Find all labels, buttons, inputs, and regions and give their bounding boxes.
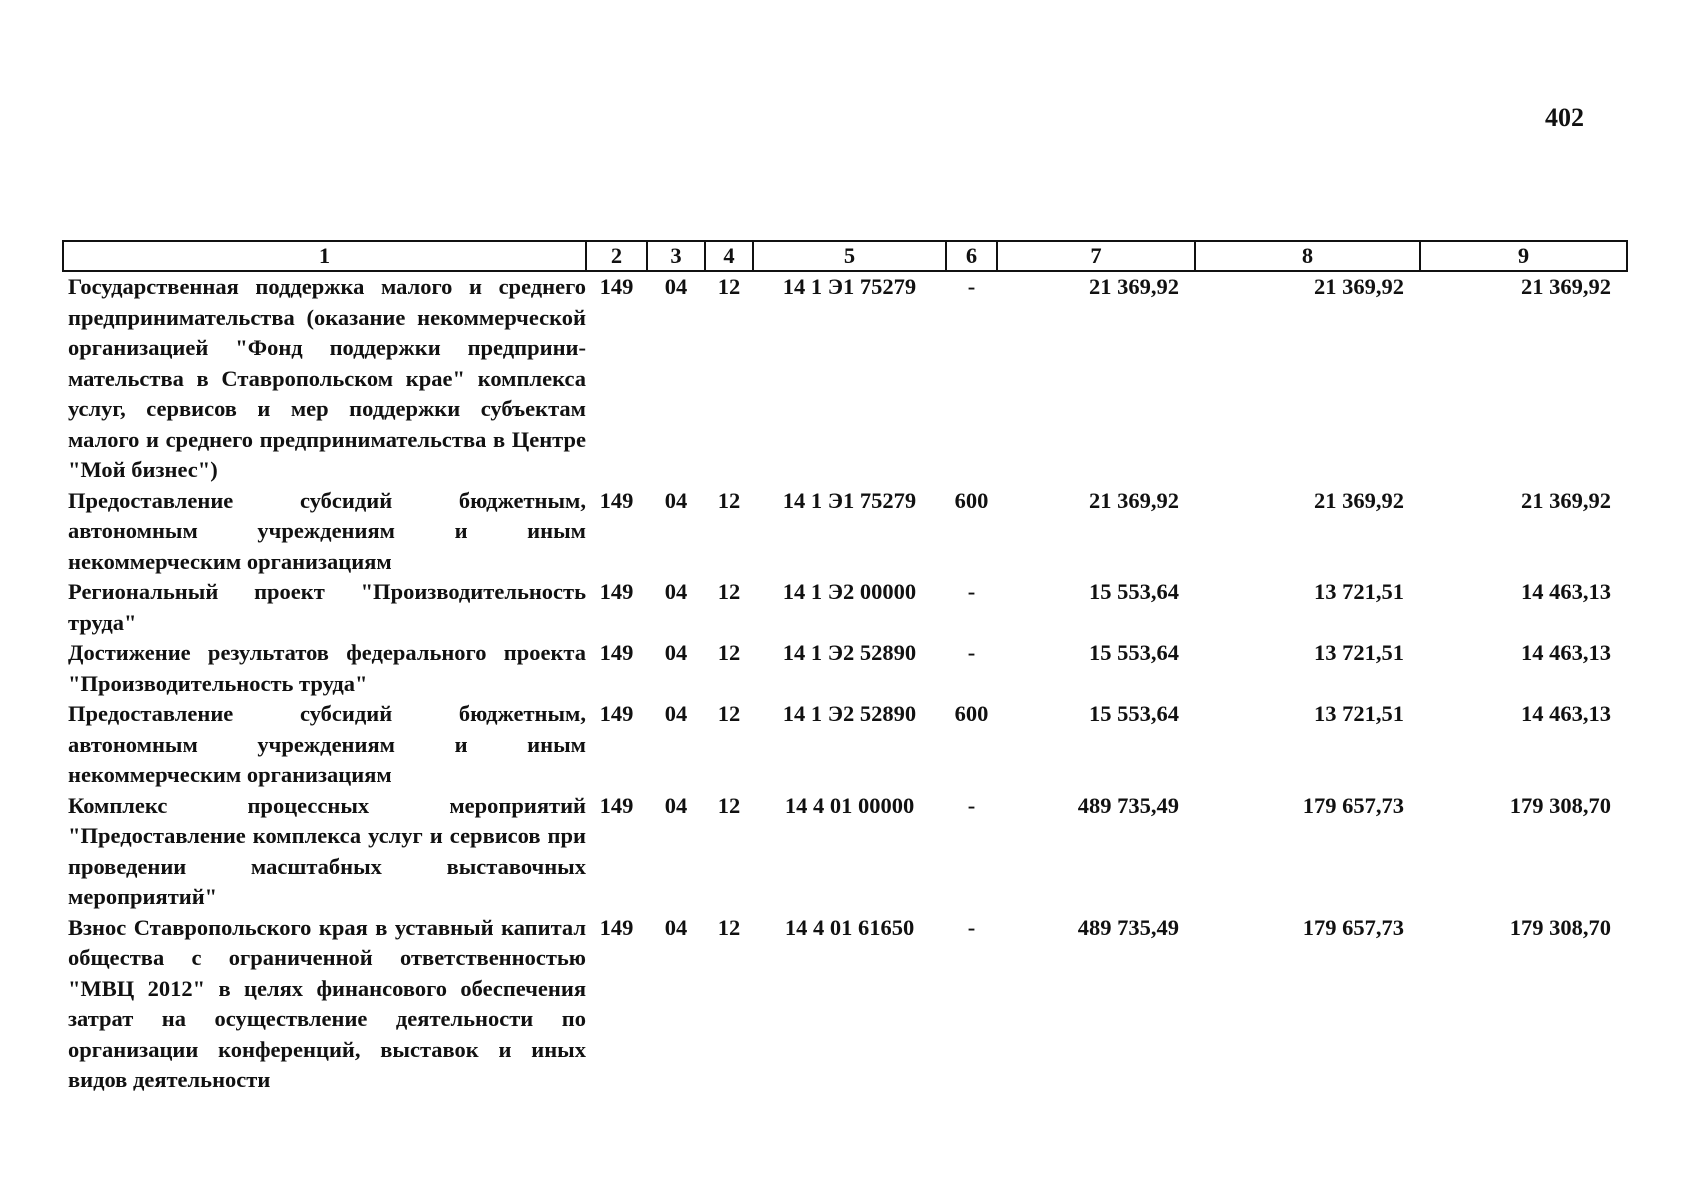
amount-col8-cell: 13 721,51 (1314, 640, 1404, 665)
column-header: 4 (705, 241, 753, 271)
row-name-cell: Предоставление субсидий бюджетным, автономным учреждениям и иным некоммерческим организациям (68, 701, 586, 787)
expense-type-cell: - (967, 579, 976, 604)
column-header: 9 (1420, 241, 1627, 271)
expense-type-cell: - (967, 914, 976, 940)
subsection-cell: 12 (717, 274, 741, 299)
table-row (63, 791, 1627, 913)
budget-table (62, 240, 1628, 1096)
ministry-code-cell: 149 (599, 792, 634, 818)
subsection-cell: 12 (717, 792, 741, 818)
header-row (63, 241, 1627, 271)
ministry-code-cell: 149 (599, 579, 634, 604)
amount-col9-cell: 14 463,13 (1521, 701, 1611, 726)
target-article-cell: 14 1 Э2 52890 (782, 640, 917, 665)
expense-type-cell: - (967, 792, 976, 818)
expense-type-cell: - (967, 640, 976, 665)
section-cell: 04 (664, 701, 688, 726)
table-row (63, 913, 1627, 1096)
amount-col8-cell: 179 657,73 (1302, 792, 1404, 818)
amount-col9-cell: 21 369,92 (1521, 274, 1611, 299)
amount-col7-cell: 21 369,92 (1089, 274, 1179, 299)
amount-col8-cell: 21 369,92 (1314, 487, 1404, 513)
table-row (63, 486, 1627, 578)
row-name-cell: Государственная поддержка малого и среднего предпринимательства (оказание некоммерческой организацией "Фонд поддержки предприни-мательства в Ставропольском крае" комплекса услуг, сервисов и мер поддержки субъектам малого и среднего предпринимательства в Центре "Мой бизнес") (68, 274, 586, 482)
section-cell: 04 (664, 640, 688, 665)
amount-col8-cell: 13 721,51 (1314, 579, 1404, 604)
subsection-cell: 12 (717, 640, 741, 665)
amount-col8-cell: 179 657,73 (1302, 914, 1404, 940)
section-cell: 04 (664, 487, 688, 513)
amount-col8-cell: 13 721,51 (1314, 701, 1404, 726)
page-number: 402 (1545, 103, 1584, 132)
amount-col7-cell: 15 553,64 (1089, 701, 1179, 726)
subsection-cell: 12 (717, 914, 741, 940)
target-article-cell: 14 1 Э2 00000 (782, 579, 917, 604)
amount-col7-cell: 489 735,49 (1077, 792, 1179, 818)
row-name-cell: Региональный проект "Производительность труда" (68, 579, 586, 635)
table-row (63, 638, 1627, 699)
amount-col9-cell: 179 308,70 (1509, 914, 1611, 940)
column-header: 8 (1195, 241, 1420, 271)
row-name-cell: Комплекс процессных мероприятий "Предоставление комплекса услуг и сервисов при проведении масштабных выставочных мероприятий" (68, 792, 586, 909)
column-header: 2 (586, 241, 647, 271)
column-header: 6 (946, 241, 997, 271)
amount-col9-cell: 14 463,13 (1521, 640, 1611, 665)
target-article-cell: 14 1 Э1 75279 (782, 487, 917, 513)
section-cell: 04 (664, 274, 688, 299)
row-name-cell: Взнос Ставропольского края в уставный капитал общества с ограниченной ответственностью "МВЦ 2012" в целях финансового обеспечения затрат на осуществление деятельности по организации конференций, выставок и иных видов деятельности (68, 914, 586, 1092)
amount-col7-cell: 15 553,64 (1089, 640, 1179, 665)
section-cell: 04 (664, 914, 688, 940)
expense-type-cell: 600 (954, 701, 989, 726)
expense-type-cell: 600 (954, 487, 989, 513)
target-article-cell: 14 1 Э1 75279 (782, 274, 917, 299)
subsection-cell: 12 (717, 701, 741, 726)
column-header: 7 (997, 241, 1195, 271)
amount-col9-cell: 179 308,70 (1509, 792, 1611, 818)
target-article-cell: 14 4 01 61650 (784, 914, 915, 940)
ministry-code-cell: 149 (599, 640, 634, 665)
ministry-code-cell: 149 (599, 274, 634, 299)
section-cell: 04 (664, 792, 688, 818)
row-name-cell: Достижение результатов федерального проекта "Производительность труда" (68, 640, 586, 696)
section-cell: 04 (664, 579, 688, 604)
ministry-code-cell: 149 (599, 701, 634, 726)
column-header: 5 (753, 241, 946, 271)
table-row (63, 271, 1627, 486)
column-header: 1 (63, 241, 586, 271)
target-article-cell: 14 4 01 00000 (784, 792, 915, 818)
amount-col7-cell: 489 735,49 (1077, 914, 1179, 940)
amount-col9-cell: 14 463,13 (1521, 579, 1611, 604)
table-row (63, 699, 1627, 791)
amount-col9-cell: 21 369,92 (1521, 487, 1611, 513)
table-row (63, 577, 1627, 638)
ministry-code-cell: 149 (599, 487, 634, 513)
amount-col7-cell: 21 369,92 (1089, 487, 1179, 513)
expense-type-cell: - (967, 274, 976, 299)
amount-col8-cell: 21 369,92 (1314, 274, 1404, 299)
ministry-code-cell: 149 (599, 914, 634, 940)
amount-col7-cell: 15 553,64 (1089, 579, 1179, 604)
target-article-cell: 14 1 Э2 52890 (782, 701, 917, 726)
row-name-cell: Предоставление субсидий бюджетным, автономным учреждениям и иным некоммерческим организациям (68, 487, 586, 574)
subsection-cell: 12 (717, 487, 741, 513)
subsection-cell: 12 (717, 579, 741, 604)
column-header: 3 (647, 241, 705, 271)
